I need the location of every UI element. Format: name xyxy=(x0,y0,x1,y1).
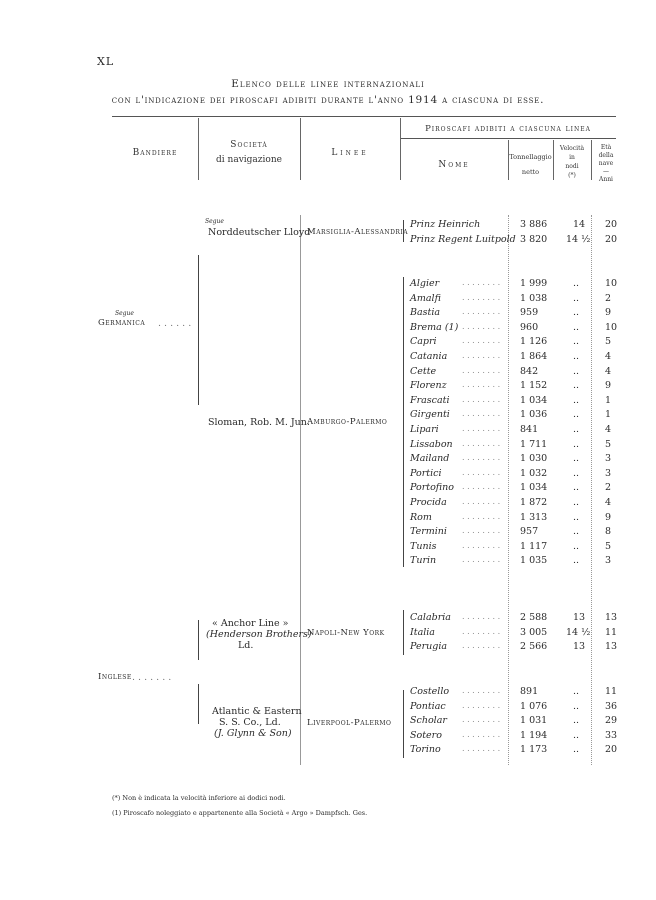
bandiera-name: Inglese xyxy=(98,672,132,682)
ship-speed: 14 ½ xyxy=(566,626,591,638)
ship-name: Algier xyxy=(410,278,440,289)
brace xyxy=(403,690,404,758)
header-velocita-4: (*) xyxy=(568,172,576,179)
ship-age: 11 xyxy=(605,686,618,697)
leader-dots: . . . . . . . . xyxy=(462,467,501,477)
page-number: XL xyxy=(97,55,115,68)
ship-speed: .. xyxy=(573,438,580,450)
ship-speed: .. xyxy=(573,700,580,712)
brace xyxy=(198,255,199,405)
ship-tonnage: 842 xyxy=(520,365,539,377)
ship-age: 10 xyxy=(605,321,618,333)
ship-age: 5 xyxy=(605,438,612,450)
ship-tonnage: 1 076 xyxy=(520,700,548,712)
ship-name: Florenz xyxy=(410,380,447,392)
header-sub-rule xyxy=(400,138,616,139)
ship-name: Frascati xyxy=(410,394,450,406)
ship-tonnage: 1 034 xyxy=(520,394,548,406)
ship-name: Procida xyxy=(410,497,447,508)
ship-speed: .. xyxy=(573,424,580,435)
societa-name: Sloman, Rob. M. Jun. xyxy=(208,417,310,428)
ship-speed: .. xyxy=(573,497,580,508)
ship-name: Bastia xyxy=(410,307,441,319)
ship-speed: 14 ½ xyxy=(566,234,591,245)
bandiera-segue-label: Segue xyxy=(115,310,134,317)
ship-name: Girgenti xyxy=(410,409,450,421)
ship-name: Lipari xyxy=(410,424,439,435)
ship-age: 9 xyxy=(605,511,612,523)
ship-tonnage: 891 xyxy=(520,686,539,697)
ship-name: Italia xyxy=(410,626,435,638)
leader-dots: . . . . . . . . xyxy=(462,641,501,651)
ship-tonnage: 2 588 xyxy=(520,612,548,623)
header-eta-4: — xyxy=(603,168,609,175)
leader-dots: . . . . . . . . xyxy=(462,555,501,565)
ship-age: 4 xyxy=(605,351,612,362)
ship-tonnage: 957 xyxy=(520,526,539,538)
ship-age: 29 xyxy=(605,715,618,727)
ship-age: 4 xyxy=(605,365,612,377)
bandiera-name: Germanica xyxy=(98,318,146,328)
ship-name: Torino xyxy=(410,744,441,756)
ship-tonnage: 1 036 xyxy=(520,409,548,421)
leader-dots: . . . . . . . . xyxy=(462,336,501,346)
header-bandiere: Bandiere xyxy=(132,148,178,158)
ship-name: Lissabon xyxy=(410,438,453,450)
linea-name: Amburgo-Palermo xyxy=(307,417,388,427)
linea-name: Napoli-New York xyxy=(307,628,385,638)
ship-name: Portofino xyxy=(410,482,454,494)
header-piroscafi: Piroscafi adibiti a ciascuna linea xyxy=(425,124,591,134)
leader-dots: . . . . . . . . xyxy=(462,307,501,317)
leader-dots: . . . . . . . . xyxy=(462,715,501,725)
ship-age: 2 xyxy=(605,482,612,494)
ship-name: Termini xyxy=(410,526,447,538)
ship-tonnage: 959 xyxy=(520,307,539,319)
ship-speed: .. xyxy=(573,394,580,406)
header-eta-2: della xyxy=(598,152,614,159)
leader-dots: . . . . . . . . xyxy=(462,526,501,536)
ship-speed: .. xyxy=(573,729,580,741)
header-nome: Nome xyxy=(438,160,470,170)
header-top-rule xyxy=(112,116,616,117)
societa-name: Ld. xyxy=(238,640,254,651)
brace xyxy=(198,684,199,724)
footnote: (*) Non è indicata la velocità inferiore ai dodici nodi. xyxy=(112,794,286,802)
leader-dots: . . . . . . . xyxy=(132,672,172,683)
body-col-rule-2 xyxy=(508,215,509,765)
societa-segue-label: Segue xyxy=(205,218,224,225)
ship-tonnage: 1 173 xyxy=(520,744,548,756)
brace xyxy=(403,277,404,567)
ship-tonnage: 1 034 xyxy=(520,482,548,494)
ship-tonnage: 3 886 xyxy=(520,219,548,230)
ship-speed: .. xyxy=(573,715,580,727)
ship-speed: .. xyxy=(573,526,580,538)
leader-dots: . . . . . . . . xyxy=(462,424,501,433)
ship-tonnage: 1 031 xyxy=(520,715,548,727)
header-societa-sub: di navigazione xyxy=(216,155,282,165)
ship-name: Amalfi xyxy=(410,292,441,304)
ship-name: Pontiac xyxy=(410,700,446,712)
ship-name: Catania xyxy=(410,351,448,362)
ship-name: Perugia xyxy=(410,641,448,653)
brace xyxy=(403,220,404,242)
ship-age: 20 xyxy=(605,744,618,756)
ship-speed: .. xyxy=(573,686,580,697)
leader-dots: . . . . . . . . xyxy=(462,540,501,550)
ship-tonnage: 1 030 xyxy=(520,453,548,465)
leader-dots: . . . . . . xyxy=(158,318,192,329)
ship-speed: .. xyxy=(573,482,580,494)
ship-tonnage: 3 820 xyxy=(520,234,548,245)
linea-name: Marsiglia-Alessandria xyxy=(307,227,409,237)
ship-speed: .. xyxy=(573,278,580,289)
ship-speed: .. xyxy=(573,540,580,552)
ship-name: Brema (1) xyxy=(410,321,459,333)
header-societa: Società xyxy=(230,140,268,150)
leader-dots: . . . . . . . . xyxy=(462,380,501,390)
ship-age: 9 xyxy=(605,380,612,392)
ship-tonnage: 841 xyxy=(520,424,539,435)
ship-tonnage: 1 035 xyxy=(520,555,548,567)
ship-name: Tunis xyxy=(410,540,437,552)
leader-dots: . . . . . . . . xyxy=(462,744,501,754)
ship-speed: .. xyxy=(573,409,580,421)
leader-dots: . . . . . . . . xyxy=(462,278,501,287)
ship-name: Capri xyxy=(410,336,437,348)
header-velocita-3: nodi xyxy=(565,163,579,170)
body-col-rule-1 xyxy=(300,215,301,765)
leader-dots: . . . . . . . . xyxy=(462,394,501,404)
societa-name: (J. Glynn & Son) xyxy=(214,728,292,739)
leader-dots: . . . . . . . . xyxy=(462,351,501,360)
ship-age: 36 xyxy=(605,700,618,712)
ship-tonnage: 1 117 xyxy=(520,540,548,552)
ship-speed: 13 xyxy=(573,612,586,623)
ship-age: 20 xyxy=(605,219,618,230)
ship-tonnage: 1 864 xyxy=(520,351,548,362)
ship-age: 3 xyxy=(605,555,612,567)
ship-speed: .. xyxy=(573,511,580,523)
header-eta-5: Anni xyxy=(599,176,613,183)
ship-age: 5 xyxy=(605,540,612,552)
ship-age: 8 xyxy=(605,526,612,538)
header-eta xyxy=(591,144,621,184)
ship-speed: .. xyxy=(573,453,580,465)
ship-age: 11 xyxy=(605,626,618,638)
ship-name: Prinz Regent Luitpold xyxy=(410,234,516,245)
ship-tonnage: 3 005 xyxy=(520,626,548,638)
ship-age: 13 xyxy=(605,641,618,653)
ship-tonnage: 1 038 xyxy=(520,292,548,304)
brace xyxy=(403,610,404,655)
leader-dots: . . . . . . . . xyxy=(462,700,501,710)
ship-speed: .. xyxy=(573,467,580,479)
ship-speed: .. xyxy=(573,744,580,756)
leader-dots: . . . . . . . . xyxy=(462,453,501,463)
page-title: Elenco delle linee internazionali xyxy=(231,78,425,90)
ship-age: 5 xyxy=(605,336,612,348)
leader-dots: . . . . . . . . xyxy=(462,612,501,621)
societa-name: « Anchor Line » xyxy=(212,618,289,629)
header-velocita xyxy=(553,144,591,180)
ship-age: 20 xyxy=(605,234,618,245)
ship-name: Sotero xyxy=(410,729,442,741)
ship-speed: .. xyxy=(573,351,580,362)
ship-tonnage: 1 126 xyxy=(520,336,548,348)
ship-speed: .. xyxy=(573,307,580,319)
societa-name: S. S. Co., Ld. xyxy=(219,717,281,728)
ship-name: Portici xyxy=(410,467,442,479)
ship-speed: .. xyxy=(573,321,580,333)
ship-tonnage: 1 999 xyxy=(520,278,548,289)
ship-tonnage: 1 194 xyxy=(520,729,548,741)
leader-dots: . . . . . . . . xyxy=(462,686,501,695)
page-subtitle: con l'indicazione dei piroscafi adibiti durante l'anno 1914 a ciascuna di esse. xyxy=(111,94,545,106)
ship-age: 1 xyxy=(605,394,612,406)
ship-name: Mailand xyxy=(410,453,450,465)
ship-tonnage: 1 711 xyxy=(520,438,548,450)
header-tonnellaggio: Tonnellaggio xyxy=(509,153,552,161)
ship-age: 9 xyxy=(605,307,612,319)
ship-name: Prinz Heinrich xyxy=(410,219,481,230)
ship-age: 3 xyxy=(605,453,612,465)
ship-name: Cette xyxy=(410,365,437,377)
ship-speed: .. xyxy=(573,380,580,392)
ship-tonnage: 1 152 xyxy=(520,380,548,392)
ship-speed: 14 xyxy=(573,219,586,230)
linea-name: Liverpool-Palermo xyxy=(307,718,392,728)
leader-dots: . . . . . . . . xyxy=(462,438,501,448)
leader-dots: . . . . . . . . xyxy=(462,409,501,419)
ship-tonnage: 1 032 xyxy=(520,467,548,479)
ship-age: 4 xyxy=(605,497,612,508)
societa-name: Atlantic & Eastern xyxy=(212,706,302,717)
ship-speed: .. xyxy=(573,292,580,304)
leader-dots: . . . . . . . . xyxy=(462,321,501,331)
ship-age: 10 xyxy=(605,278,618,289)
header-eta-1: Età xyxy=(600,144,612,151)
ship-name: Calabria xyxy=(410,612,451,623)
ship-tonnage: 1 872 xyxy=(520,497,548,508)
ship-speed: .. xyxy=(573,365,580,377)
societa-name: (Henderson Brothers) xyxy=(206,629,312,640)
ship-name: Turin xyxy=(410,555,437,567)
leader-dots: . . . . . . . . xyxy=(462,511,501,521)
ship-age: 33 xyxy=(605,729,618,741)
body-col-rule-3 xyxy=(591,215,592,765)
ship-name: Scholar xyxy=(410,715,447,727)
ship-speed: .. xyxy=(573,336,580,348)
leader-dots: . . . . . . . . xyxy=(462,626,501,636)
ship-tonnage: 2 566 xyxy=(520,641,548,653)
ship-name: Rom xyxy=(410,511,432,523)
ship-age: 2 xyxy=(605,292,612,304)
societa-name: Norddeutscher Lloyd xyxy=(208,227,311,238)
ship-age: 3 xyxy=(605,467,612,479)
leader-dots: . . . . . . . . xyxy=(462,729,501,739)
ship-tonnage: 960 xyxy=(520,321,539,333)
header-linee: Linee xyxy=(331,148,369,158)
ship-age: 4 xyxy=(605,424,612,435)
header-velocita-2: in xyxy=(569,154,575,161)
ship-name: Costello xyxy=(410,686,450,697)
ship-speed: .. xyxy=(573,555,580,567)
header-netto: netto xyxy=(521,168,540,176)
footnote: (1) Piroscafo noleggiato e appartenente alla Società « Argo » Dampfsch. Ges. xyxy=(112,809,368,817)
brace xyxy=(198,620,199,660)
ship-tonnage: 1 313 xyxy=(520,511,548,523)
leader-dots: . . . . . . . . xyxy=(462,365,501,375)
leader-dots: . . . . . . . . xyxy=(462,482,501,492)
leader-dots: . . . . . . . . xyxy=(462,292,501,302)
ship-speed: 13 xyxy=(573,641,586,653)
header-eta-3: nave xyxy=(598,160,614,167)
ship-age: 1 xyxy=(605,409,612,421)
header-velocita-1: Velocità xyxy=(559,145,585,152)
ship-age: 13 xyxy=(605,612,618,623)
leader-dots: . . . . . . . . xyxy=(462,497,501,506)
